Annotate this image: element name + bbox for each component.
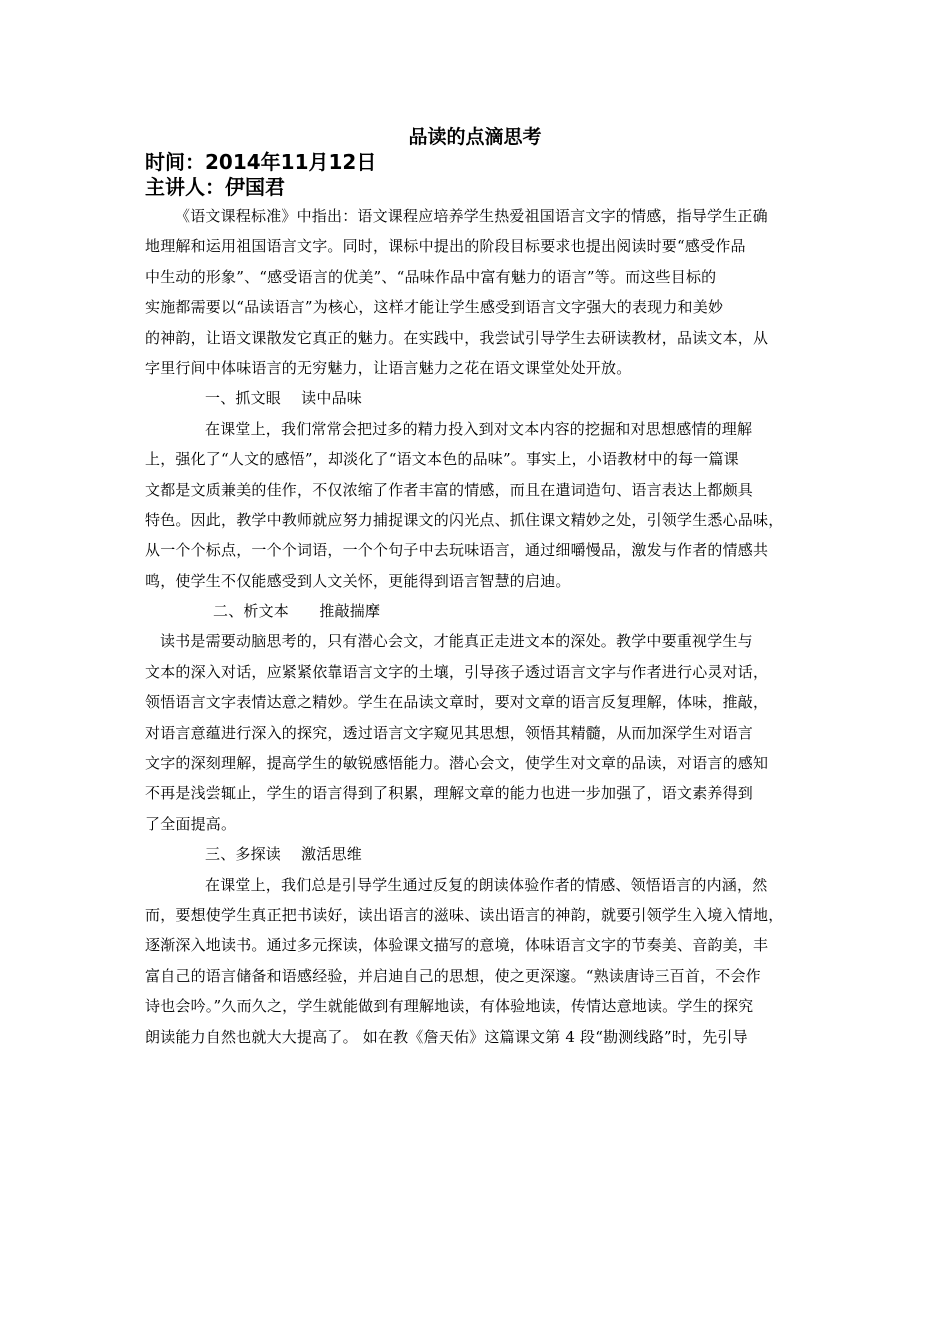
paragraph-line: 诗也会吟。”久而久之，学生就能做到有理解地读，有体验地读，传情达意地读。学生的探究 <box>145 997 754 1016</box>
paragraph-line: 不再是浅尝辄止，学生的语言得到了积累，理解文章的能力也进一步加强了，语文素养得到 <box>145 784 754 803</box>
document-body <box>145 201 813 1052</box>
paragraph-line: 从一个个标点，一个个词语，一个个句子中去玩味语言，通过细嚼慢品，激发与作者的情感共 <box>145 541 769 560</box>
paragraph-line: 《语文课程标准》中指出：语文课程应培养学生热爱祖国语言文字的情感，指导学生正确 <box>175 207 768 225</box>
lecture-date: 时间：2014年11月12日 <box>145 150 377 174</box>
paragraph-line: 对语言意蕴进行深入的探究，透过语言文字窥见其思想，领悟其精髓，从而加深学生对语言 <box>145 723 754 742</box>
paragraph-line: 读书是需要动脑思考的，只有潜心会文，才能真正走进文本的深处。教学中要重视学生与 <box>160 632 753 651</box>
paragraph-line: 文本的深入对话，应紧紧依靠语言文字的土壤，引导孩子透过语言文字与作者进行心灵对话， <box>145 662 769 681</box>
paragraph-line: 中生动的形象”、“感受语言的优美”、“品味作品中富有魅力的语言”等。而这些目标的 <box>145 267 717 286</box>
section-heading: 一、抓文眼 读中品味 <box>205 389 362 408</box>
paragraph-line: 上，强化了“人文的感悟”，却淡化了“语文本色的品味”。事实上，小语教材中的每一篇课 <box>145 450 739 469</box>
paragraph-line: 在课堂上，我们总是引导学生通过反复的朗读体验作者的情感、领悟语言的内涵，然 <box>205 875 768 894</box>
paragraph-line: 文字的深刻理解，提高学生的敏锐感悟能力。潜心会文，使学生对文章的品读，对语言的感知 <box>145 754 769 773</box>
paragraph-line: 领悟语言文字表情达意之精妙。学生在品读文章时，要对文章的语言反复理解，体味，推敲， <box>145 693 769 712</box>
paragraph-line: 特色。因此，教学中教师就应努力捕捉课文的闪光点、抓住课文精妙之处，引领学生悉心品味， <box>145 510 784 529</box>
paragraph-line: 实施都需要以“品读语言”为核心，这样才能让学生感受到语言文字强大的表现力和美妙 <box>145 298 724 317</box>
document-title: 品读的点滴思考 <box>408 126 542 148</box>
section-heading: 二、析文本 推敲揣摩 <box>213 602 381 621</box>
paragraph-line: 了全面提高。 <box>145 814 237 833</box>
paragraph-line: 鸣，使学生不仅能感受到人文关怀，更能得到语言智慧的启迪。 <box>145 571 571 590</box>
paragraph-line: 朗读能力自然也就大大提高了。 如在教《詹天佑》这篇课文第 4 段“勘测线路”时，先引导 <box>145 1027 748 1046</box>
paragraph-line: 的神韵，让语文课散发它真正的魅力。在实践中，我尝试引导学生去研读教材，品读文本，从 <box>145 328 769 347</box>
paragraph-line: 而，要想使学生真正把书读好，读出语言的滋味、读出语言的神韵，就要引领学生入境入情地， <box>145 905 784 924</box>
paragraph-line: 字里行间中体味语言的无穷魅力，让语言魅力之花在语文课堂处处开放。 <box>145 358 632 377</box>
section-heading: 三、多探读 激活思维 <box>205 845 362 864</box>
paragraph-line: 文都是文质兼美的佳作，不仅浓缩了作者丰富的情感，而且在遣词造句、语言表达上都颇具 <box>145 480 754 499</box>
paragraph-line: 逐渐深入地读书。通过多元探读，体验课文描写的意境，体味语言文字的节奏美、音韵美，丰 <box>145 936 769 955</box>
paragraph-line: 地理解和运用祖国语言文字。同时，课标中提出的阶段目标要求也提出阅读时要“感受作品 <box>145 237 746 256</box>
paragraph-line: 富自己的语言储备和语感经验，并启迪自己的思想，使之更深邃。“熟读唐诗三百首，不会作 <box>145 966 761 985</box>
lecture-speaker: 主讲人：伊国君 <box>145 175 285 199</box>
paragraph-line: 在课堂上，我们常常会把过多的精力投入到对文本内容的挖掘和对思想感情的理解 <box>205 419 753 438</box>
